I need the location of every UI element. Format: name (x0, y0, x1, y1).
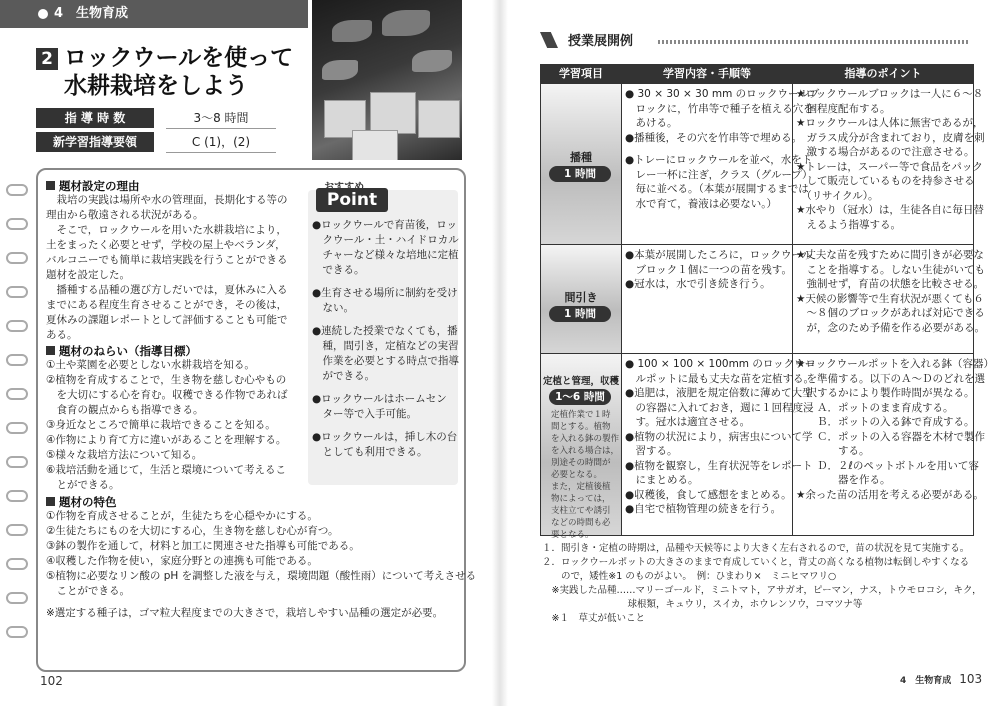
info-row-hours (36, 108, 276, 128)
page-number-left: 102 (40, 674, 63, 688)
book-gutter (492, 0, 508, 706)
points-planting: ★ロックウールポットを入れる鉢（容器） を準備する。以下のＡ～Ｄのどれを選 択するかにより製作時間が異なる。 Ａ．ポットのまま育成する。 Ｂ．ポットの入る鉢で育成する。 Ｃ．ポットの入る容器を木材で製作 する。 Ｄ．２ℓのペットボトルを用いて容 器を作る。 ★余った苗の活用を考える必要がある。 (796, 358, 994, 501)
content-thinning: ●本葉が展開したころに，ロックウール ブロック１個に一つの苗を残す。 ●冠水は，水で引き続き行う。 (625, 249, 813, 290)
section-aims-list: ①土や菜園を必要としない水耕栽培を知る。 ②植物を育成することで，生き物を慈しむ心やもの を大切にする心を育む。収穫できる作物であれば 食育の観点からも指導できる。 ③身近なところで簡単に栽培できることを知る。 ④作物により育て方に違いがあることを理解する。 ⑤様々な栽培方法について知る。 ⑥栽培活動を通じて，生活と環境について考えるこ とができる。 (46, 359, 288, 491)
stage-time-planting: 1～6 時間 (549, 389, 611, 405)
points-thinning: ★丈夫な苗を残すために間引きが必要な ことを指導する。しない生徒がいても 強制せず，育苗の状態を比較させる。 ★天候の影響等で生育状況が悪くても６ ～８個のブロックがあれば対応できる が，念のため予備を作る必要がある。 (796, 249, 985, 334)
header-content: 学習内容・手順等 (622, 65, 792, 83)
section-reason-text: 栽培の実践は場所や水の管理面，長期化する等の 理由から敬遠される状況がある。 そこで，ロックウールを用いた水耕栽培により， 土をまったく必要とせず，学校の屋上やベランダ， バルコニーでも簡単に栽培実践を行うことができる 題材を設定した。 播種する品種の選び方しだいでは，夏休みに入る までにある程度生育させることができ，その後は， 夏休みの課題レポートとして評価することも可能で ある。 (46, 194, 288, 341)
content-sowing: ● 30 × 30 × 30 mm のロックウールブ ロックに，竹串等で種子を植える穴を あける。 ●播種後，その穴を竹串等で埋める。 ●トレーにロックウールを並べ，水をト レー一杯に注ぎ，クラス（グループ） 毎に並べる。（本葉が展開するまでは 水で育て，養液は必要ない。） (625, 88, 820, 210)
section-features-list: ①作物を育成させることが，生徒たちを心穏やかにする。 ②生徒たちにものを大切にする心，生き物を慈しむ心が育つ。 ③鉢の製作を通して，材料と加工に関連させた指導も可能である。 ④収穫した作物を使い，家庭分野との連携も可能である。 ⑤植物に必要なリン酸の pH を調整した液を与え，環境問題（酸性雨）について考えさせる ことができる。 (46, 510, 477, 597)
info-key: 指 導 時 数 (36, 108, 154, 128)
point-list: ●ロックウールで育苗後，ロッ クウール・土・ハイドロカル チャーなど様々な培地に定植 できる。 ●生育させる場所に制約を受け ない。 ●連続した授業でなくても，播 種，間引き，定植などの実習 作業を必要とする時点で指導 ができる。 ●ロックウールはホームセン ター等で入手可能。 ●ロックウールは，挿し木の台 としても利用できる。 (312, 219, 459, 458)
header-topic: 学習項目 (541, 65, 621, 83)
stage-time-thinning: 1 時間 (549, 306, 611, 322)
stage-time-sowing: 1 時間 (549, 166, 611, 182)
lesson-table (540, 64, 994, 540)
header-points: 指導のポイント (793, 65, 973, 83)
info-value: 3～8 時間 (166, 108, 276, 129)
binder-rings (6, 178, 30, 658)
section-mark-icon (540, 32, 558, 48)
title-number-badge: 2 (36, 48, 58, 70)
plant-photo (312, 0, 462, 160)
section-heading-reason: 題材設定の理由 (46, 178, 140, 194)
footnotes: １．間引き・定植の時期は，品種や天候等により大きく左右されるので，苗の状況を見て実施する。 ２．ロックウールポットの大きさのままで育成していくと，背丈の高くなる植物は転倒しやすくなる ので，矮性※1 のものがよい。 例：ひまわり× ミニヒマワリ○ ※実践した品種……マリーゴールド，ミニトマト，アサガオ，ピーマン，ナス，トウモロコシ，キク， 球根類，キュウリ，スイカ，ホウレンソウ，コマツナ等 ※１ 草丈が低いこと (542, 543, 982, 624)
page-number: 103 (959, 672, 983, 686)
point-logo: Point (316, 178, 396, 214)
right-page (500, 0, 1000, 706)
page-title-line1: ロックウールを使って (64, 45, 294, 71)
stage-name-sowing: 播種 (570, 151, 592, 164)
page-chapter-label: 4 生物育成 (900, 676, 952, 686)
section-title: 授業展開例 (568, 34, 634, 49)
section-title-bar (540, 30, 970, 50)
section-heading-aims: 題材のねらい（指導目標） (46, 343, 197, 359)
content-planting: ● 100 × 100 × 100mm のロックウー ルポットに最も丈夫な苗を定植する。 ●追肥は，液肥を規定倍数に薄めて大型 の容器に入れておき，週に１回程度浸 す。冠水は適宜させる。 ●植物の状況により，病害虫について学 習する。 ●植物を観察し，生育状況等をレポート にまとめる。 ●収穫後，食して感想をまとめる。 ●自宅で植物管理の続きを行う。 (625, 358, 816, 515)
stage-name-thinning: 間引き (564, 291, 598, 304)
info-row-curriculum (36, 132, 276, 152)
chapter-label: 4 生物育成 (54, 6, 129, 21)
info-key: 新学習指導要領 (36, 132, 154, 152)
stage-name-planting: 定植と管理，収穫 (542, 376, 619, 387)
section-heading-features: 題材の特色 (46, 494, 117, 510)
seed-note: ※選定する種子は，ゴマ粒大程度までの大きさで，栽培しやすい品種の選定が必要。 (46, 607, 444, 619)
page-number-right (900, 672, 982, 686)
stage-planting-note: 定植作業で１時 間とする。植物 を入れる鉢の製作 を入れる場合は， 別途その時間が 必要となる。 また，定植後植 物によっては， 支柱立てや誘引 などの時間も必 要となる。 (551, 410, 620, 540)
page-title-line2: 水耕栽培をしよう (64, 73, 248, 99)
info-value: C (1)，(2) (166, 132, 276, 153)
points-sowing: ★ロックウールブロックは一人に６～８ 個程度配布する。 ★ロックウールは人体に無害であるが， ガラス成分が含まれており，皮膚を刺 激する場合があるので注意させる。 ★トレーは，スーパー等で食品をパック して販売しているものを持参させる （リサイクル）。 ★水やり（冠水）は，生徒各自に毎日替 えるよう指導する。 (796, 88, 985, 231)
bullet-icon (38, 9, 48, 19)
chapter-header-bar (0, 0, 308, 28)
